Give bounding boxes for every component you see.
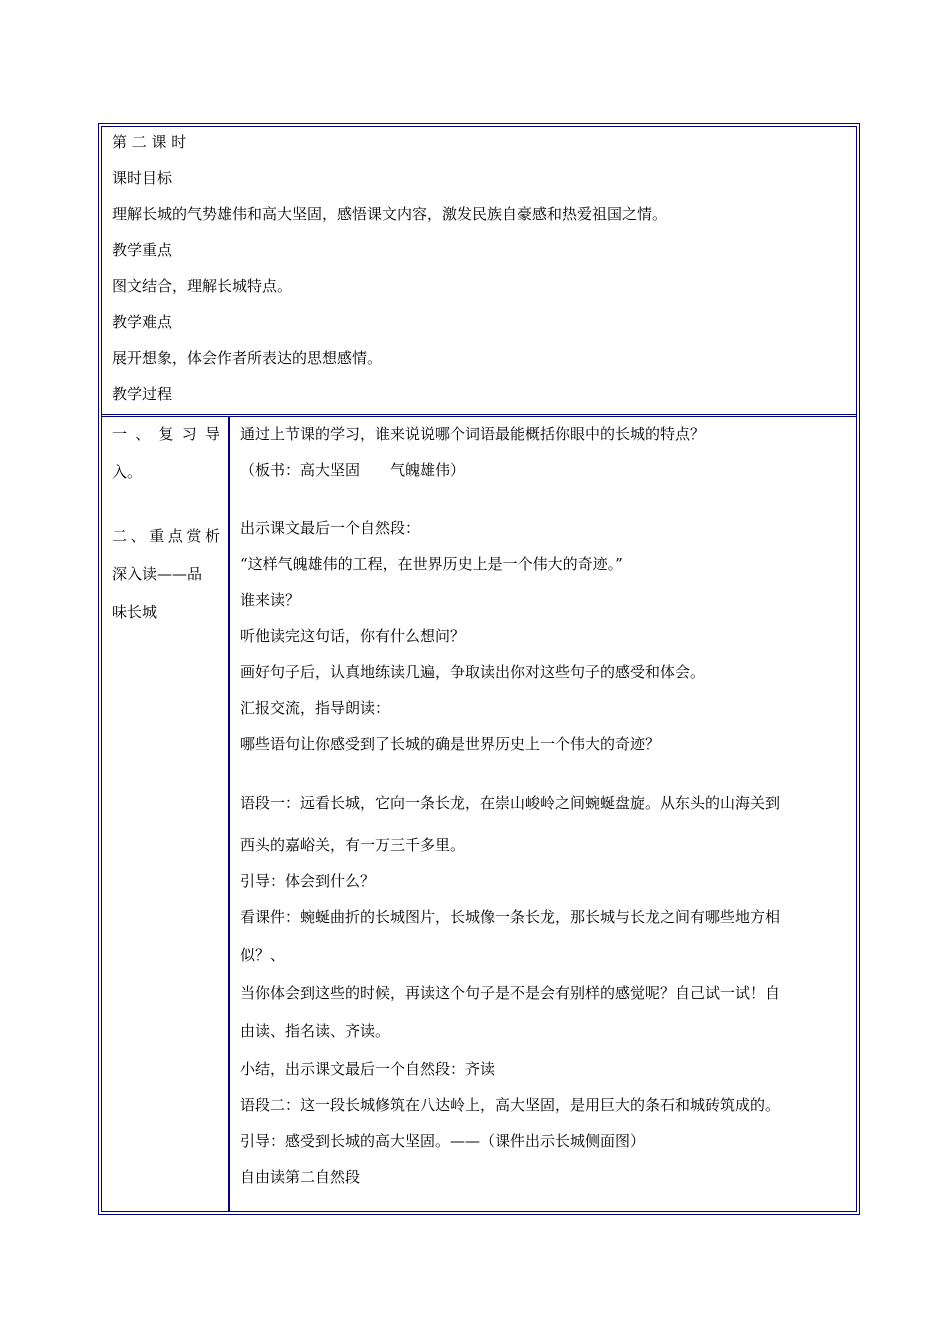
step-two-char: 、 — [130, 527, 146, 545]
step-two-heading — [112, 526, 220, 546]
step-one-char: 一 — [112, 425, 128, 443]
content-line: 由读、指名读、齐读。 — [240, 1022, 391, 1040]
content-line: 似？、 — [240, 946, 286, 964]
step-two-char: 析 — [204, 527, 220, 545]
step-two-char: 点 — [167, 527, 183, 545]
lesson-header-section — [102, 127, 856, 417]
step-one-heading-cont: 入。 — [112, 463, 143, 481]
content-line: 出示课文最后一个自然段： — [240, 519, 421, 537]
content-column — [230, 417, 856, 1211]
content-line: “这样气魄雄伟的工程，在世界历史上是一个伟大的奇迹。” — [240, 555, 623, 573]
step-one-char: 习 — [181, 425, 197, 443]
content-line: 小结，出示课文最后一个自然段：齐读 — [240, 1060, 496, 1078]
step-column — [102, 417, 230, 1211]
step-two-heading-line3: 味长城 — [112, 603, 158, 621]
key-point-label: 教学重点 — [112, 241, 173, 259]
content-line: 自由读第二自然段 — [240, 1168, 361, 1186]
content-line: 听他读完这句话，你有什么想问？ — [240, 627, 466, 645]
content-line: 西头的嘉峪关，有一万三千多里。 — [240, 836, 466, 854]
content-line: 引导：感受到长城的高大坚固。——（课件出示长城侧面图） — [240, 1132, 646, 1150]
content-line: 看课件：蜿蜒曲折的长城图片，长城像一条长龙，那长城与长龙之间有哪些地方相 — [240, 908, 781, 926]
step-one-char: 导 — [204, 425, 220, 443]
content-line: 谁来读？ — [240, 591, 301, 609]
step-two-char: 赏 — [186, 527, 202, 545]
content-line: 语段一：远看长城，它向一条长龙，在崇山峻岭之间蜿蜒盘旋。从东头的山海关到 — [240, 794, 781, 812]
step-one-char: 、 — [135, 425, 151, 443]
lesson-title: 第 二 课 时 — [112, 133, 187, 151]
lesson-plan-table — [98, 123, 860, 1215]
content-line: 语段二：这一段长城修筑在八达岭上，高大坚固，是用巨大的条石和城砖筑成的。 — [240, 1096, 781, 1114]
step-two-char: 重 — [149, 527, 165, 545]
content-line: （板书：高大坚固 气魄雄伟） — [240, 461, 466, 479]
step-two-heading-line2: 深入读——品 — [112, 565, 203, 583]
content-line: 引导：体会到什么？ — [240, 872, 376, 890]
content-line: 画好句子后，认真地练读几遍，争取读出你对这些句子的感受和体会。 — [240, 663, 706, 681]
step-one-heading — [112, 424, 220, 444]
content-line: 汇报交流，指导朗读： — [240, 699, 391, 717]
content-line: 当你体会到这些的时候，再读这个句子是不是会有别样的感觉呢？自己试一试！自 — [240, 984, 781, 1002]
step-two-char: 二 — [112, 527, 128, 545]
step-one-char: 复 — [158, 425, 174, 443]
content-line: 哪些语句让你感受到了长城的确是世界历史上一个伟大的奇迹？ — [240, 735, 661, 753]
process-label: 教学过程 — [112, 385, 173, 403]
goal-text: 理解长城的气势雄伟和高大坚固，感悟课文内容，激发民族自豪感和热爱祖国之情。 — [112, 205, 668, 223]
difficulty-label: 教学难点 — [112, 313, 173, 331]
goal-label: 课时目标 — [112, 169, 173, 187]
difficulty-text: 展开想象，体会作者所表达的思想感情。 — [112, 349, 383, 367]
content-line: 通过上节课的学习，谁来说说哪个词语最能概括你眼中的长城的特点？ — [240, 425, 706, 443]
key-point-text: 图文结合，理解长城特点。 — [112, 277, 293, 295]
